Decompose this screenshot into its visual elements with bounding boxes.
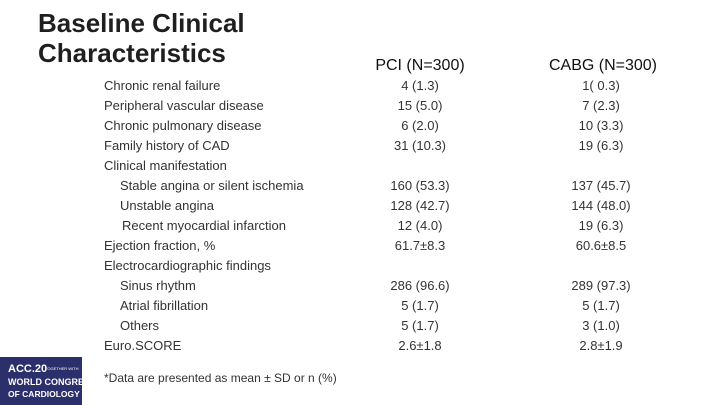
- cabg-value: 289 (97.3): [571, 278, 631, 293]
- cabg-value: 19 (6.3): [578, 138, 624, 153]
- cabg-value: 7 (2.3): [582, 98, 620, 113]
- cabg-value: 5 (1.7): [582, 298, 620, 313]
- row-label: Peripheral vascular disease: [104, 98, 264, 113]
- table-row: [0, 216, 720, 236]
- cabg-value: 10 (3.3): [578, 118, 624, 133]
- table-row: [0, 96, 720, 116]
- pci-value: 31 (10.3): [393, 138, 447, 153]
- row-label: Stable angina or silent ischemia: [120, 178, 304, 193]
- row-label: Family history of CAD: [104, 138, 230, 153]
- acc-wcc-logo-graphic: [0, 357, 97, 405]
- pci-value: 5 (1.7): [401, 318, 439, 333]
- cabg-value: 144 (48.0): [571, 198, 631, 213]
- table-row: [0, 176, 720, 196]
- acc-wcc-logo: [0, 357, 97, 405]
- pci-value: 6 (2.0): [401, 118, 439, 133]
- footnote: *Data are presented as mean ± SD or n (%): [104, 371, 337, 385]
- pci-value: 4 (1.3): [401, 78, 439, 93]
- logo-line4: OF CARDIOLOGY: [8, 389, 80, 399]
- row-label: Others: [120, 318, 160, 333]
- row-label: Ejection fraction, %: [104, 238, 216, 253]
- table-row: [0, 296, 720, 316]
- pci-value: 2.6±1.8: [398, 338, 442, 353]
- cabg-value: 137 (45.7): [571, 178, 631, 193]
- table-row: [0, 196, 720, 216]
- logo-line3: WORLD CONGRESS: [8, 377, 97, 387]
- table-row-section-header: [0, 156, 720, 176]
- table-row: [0, 276, 720, 296]
- table-row: [0, 236, 720, 256]
- table-row-section-header: [0, 256, 720, 276]
- slide-title: Baseline Clinical Characteristics: [38, 8, 245, 68]
- table-row: [0, 76, 720, 96]
- row-label: Chronic pulmonary disease: [104, 118, 262, 133]
- row-label: Electrocardiographic findings: [104, 258, 271, 273]
- pci-value: 5 (1.7): [401, 298, 439, 313]
- column-header-cabg: CABG (N=300): [548, 57, 658, 74]
- cabg-value: 60.6±8.5: [575, 238, 627, 253]
- pci-value: 61.7±8.3: [394, 238, 446, 253]
- pci-value: 160 (53.3): [390, 178, 450, 193]
- row-label: Atrial fibrillation: [120, 298, 209, 313]
- row-label: Clinical manifestation: [104, 158, 227, 173]
- logo-line1: ACC.20: [8, 363, 48, 375]
- cabg-value: 2.8±1.9: [579, 338, 623, 353]
- table-row: [0, 136, 720, 156]
- cabg-value: 1( 0.3): [582, 78, 620, 93]
- row-label: Sinus rhythm: [120, 278, 196, 293]
- pci-value: 15 (5.0): [397, 98, 443, 113]
- pci-value: 286 (96.6): [390, 278, 450, 293]
- row-label: Recent myocardial infarction: [122, 218, 287, 233]
- table-row: [0, 116, 720, 136]
- table-row: [0, 316, 720, 336]
- cabg-value: 3 (1.0): [582, 318, 620, 333]
- logo-line2: TOGETHER WITH: [45, 366, 79, 371]
- table-row: [0, 336, 720, 356]
- pci-value: 12 (4.0): [397, 218, 443, 233]
- column-header-pci: PCI (N=300): [375, 57, 465, 74]
- cabg-value: 19 (6.3): [578, 218, 624, 233]
- pci-value: 128 (42.7): [390, 198, 450, 213]
- row-label: Euro.SCORE: [104, 338, 182, 353]
- row-label: Unstable angina: [120, 198, 214, 213]
- row-label: Chronic renal failure: [104, 78, 221, 93]
